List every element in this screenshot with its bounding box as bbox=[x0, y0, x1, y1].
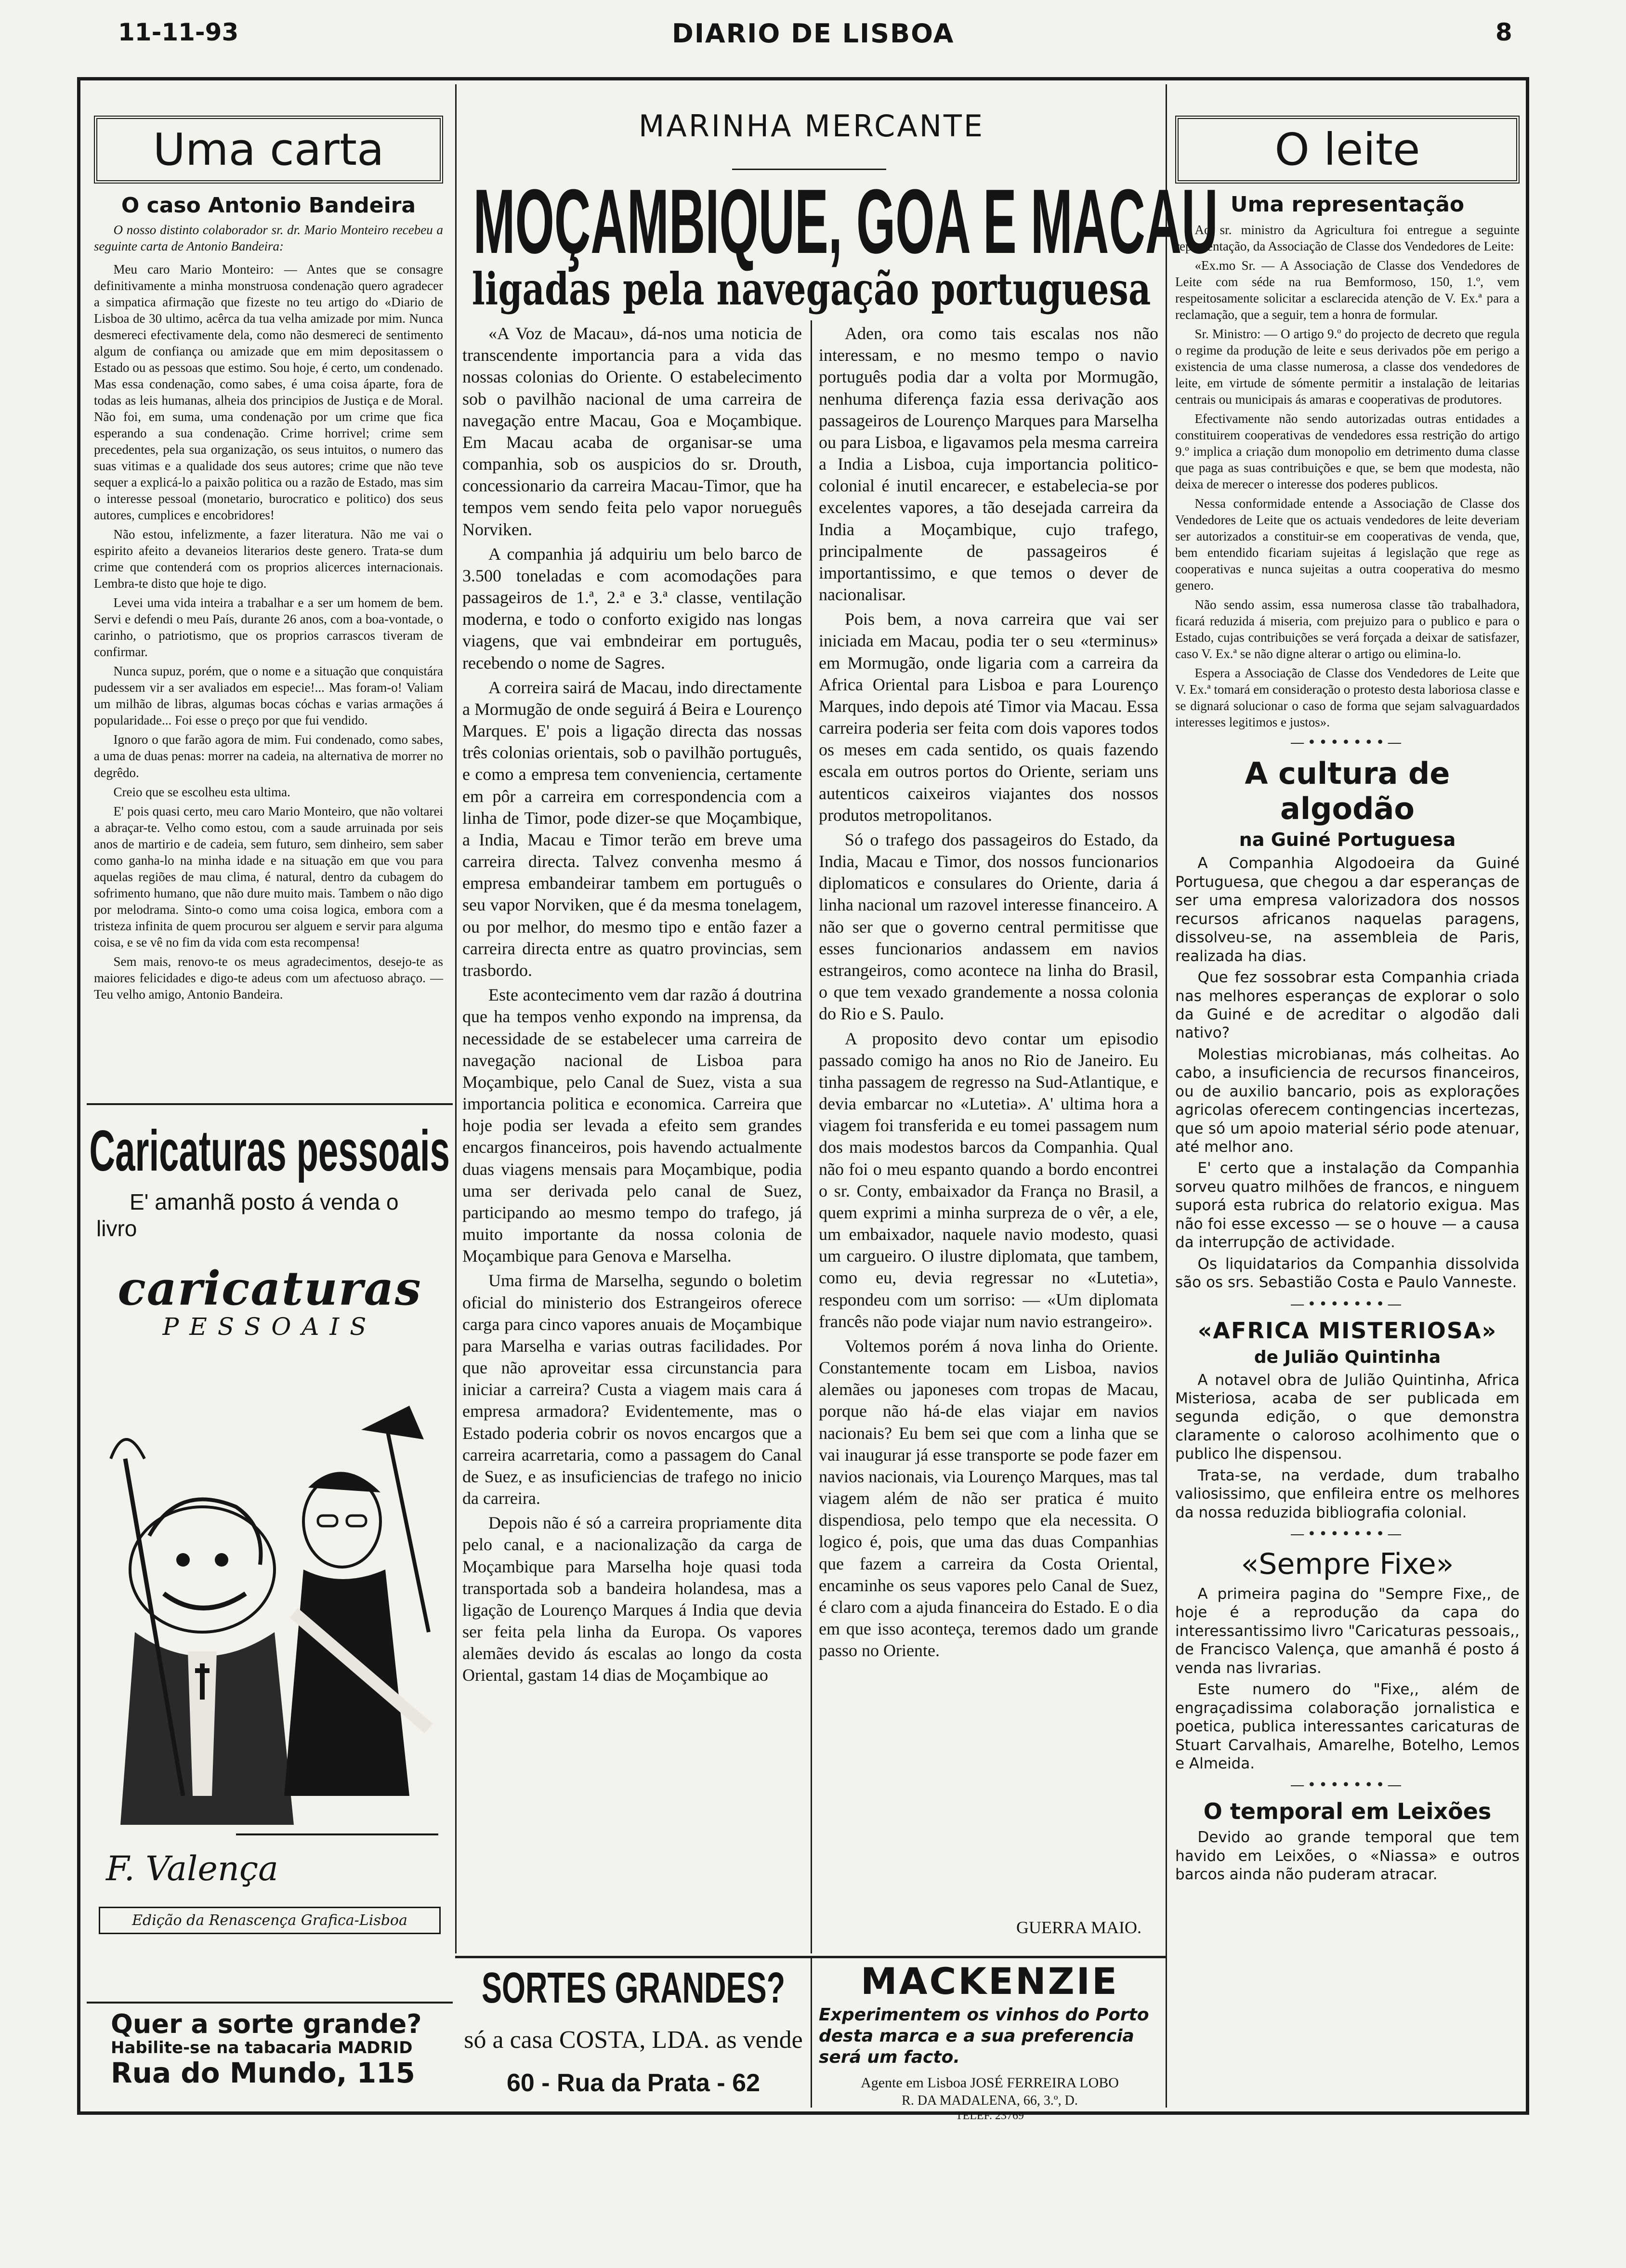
bottom-rule bbox=[77, 2111, 1529, 2115]
column-rule-2 bbox=[811, 320, 812, 1953]
africa-title: «AFRICA MISTERIOSA» bbox=[1197, 1317, 1497, 1344]
algodao-subtitle: na Guiné Portuguesa bbox=[1239, 829, 1456, 851]
left-frame-rule bbox=[77, 77, 80, 2115]
right-frame-rule bbox=[1526, 77, 1529, 2115]
left-separator bbox=[87, 1103, 453, 1105]
fixe-paragraph: Este numero do "Fixe,, além de engraçadissima colaboração jornalistica e poetica, publica interessantes caricaturas de Stuart Carvalhais, Amarelhe, Botelho, Lemos e Almeida. bbox=[1175, 1681, 1520, 1772]
leite-paragraph: Espera a Associação de Classe dos Vendedores de Leite que V. Ex.ª tomará em consideração o protesto desta laboriosa classe e se dignará solucionar o caso de forma que sejam salvaguardados interesses legitimos e justos». bbox=[1175, 666, 1520, 730]
issue-date: 11-11-93 bbox=[118, 18, 239, 46]
kicker-rule bbox=[732, 169, 886, 170]
leite-paragraph: Sr. Ministro: — O artigo 9.º do projecto de decreto que regula o regime da produção de leite e seus derivados põe em perigo a existencia de uma classe numerosa, a classe dos vendedores de leite, em virtude de sómente permitir a instalação de leitarias centrais ou municipais ás amaras e cooperativas de produtores. bbox=[1175, 327, 1520, 407]
o-leite-subheading: Uma representação bbox=[1230, 192, 1465, 217]
leite-paragraph: Efectivamente não sendo autorizadas outras entidades a constituirem cooperativas de vendedores essa restrição do artigo 9.º implica a criação dum monopolio em detrimento duma classe que paga as suas contribuições e que, se bem que modesta, não deixa de merecer o interesse dos poderes publicos. bbox=[1175, 411, 1520, 492]
sortes-title: SORTES GRANDES? bbox=[481, 1964, 786, 2012]
sortes-address: 60 - Rua da Prata - 62 bbox=[507, 2069, 760, 2097]
sortes-grandes-ad bbox=[462, 1965, 804, 2105]
top-rule bbox=[77, 77, 1529, 80]
headline-wrap bbox=[458, 171, 1218, 273]
left-ad-separator bbox=[87, 2002, 453, 2004]
article-paragraph: Voltemos porém á nova linha do Oriente. Constantemente tocam em Lisboa, navios alemães ou japoneses com tropas de Macau, porque não há-de elas viajar em navios nacionais? Eu bem sei que com a linha que se vai inaugurar já esse transporte se pode fazer em navios nacionais, via Lourenço Marques, mas tal viagem além de não ser pratica é muito dispendiosa, pelo tempo que ela necessita. O logico é, pois, que uma das duas Companhias que fazem a carreira da Costa Oriental, encaminhe os seus vapores pelo Canal de Suez, é claro com a ajuda financeira do Estado. E o dia em que isso aconteça, teremos dado um grande passo no Oriente. bbox=[819, 1336, 1158, 1661]
algodao-title: A cultura de algodão bbox=[1245, 756, 1450, 827]
article-paragraph: A proposito devo contar um episodio passado comigo ha anos no Rio de Janeiro. Eu tinha passagem de regresso na Sud-Atlantique, e devia embarcar no «Lutetia». A' ultima hora a viagem foi transferida e eu tomei passagem num dos mais modestos barcos da Companhia. Qual não foi o meu espanto quando a bordo encontrei o sr. Conty, embaixador da França no Brasil, a quem exprimi a minha surpreza de o vêr, a ele, um embaixador, naquele navio modesto, quasi um cargueiro. O ilustre diplomata, que tambem, como eu, devia regressar no «Lutetia», respondeu com um sorriso: — «Um diplomata francês não pode viajar num navio estrangeiro». bbox=[819, 1029, 1158, 1331]
caricaturas-title: Caricaturas pessoais bbox=[89, 1119, 450, 1183]
book-cover bbox=[92, 1261, 448, 1960]
cover-subtitle: PESSOAIS bbox=[162, 1313, 377, 1341]
mackenzie-telephone: TELEF. 23769 bbox=[955, 2109, 1024, 2122]
letter-intro: O nosso distinto colaborador sr. dr. Mario Monteiro recebeu a seguinte carta de Antonio Bandeira: bbox=[94, 223, 443, 254]
algodao-paragraph: Molestias microbianas, más colheitas. Ao cabo, a insuficiencia de recursos financeiros, ou de auxilio bancario, pois as explorações agricolas oferecem contingencias incertezas, que só um apoio material sério pode atenuar, até melhor ano. bbox=[1175, 1045, 1520, 1156]
letter-paragraph: Sem mais, renovo-te os meus agradecimentos, desejo-te as maiores felicidades e digo-te adeus com um afectuoso abraço. — Teu velho amigo, Antonio Bandeira. bbox=[94, 954, 443, 1002]
cover-title: caricaturas bbox=[118, 1261, 422, 1316]
algodao-paragraph: E' certo que a instalação da Companhia sorveu quatro milhões de francos, e ninguem suporá esta rubrica do relatorio exigua. Mas não foi esse excesso — se o houve — a causa da interrupção de actividade. bbox=[1175, 1160, 1520, 1252]
headline: MOÇAMBIQUE, GOA E MACAU bbox=[473, 171, 1218, 273]
article-paragraph: Depois não é só a carreira propriamente dita pelo canal, e a nacionalização da carga de Moçambique para Marselha hoje quasi toda transportada sob a bandeira holandesa, mas a ligação de Lourenço Marques á India que devia ser feita pela linha da Europa. Os vapores alemães devido ás escalas ao longo da costa Oriental, gastam 14 dias de Moçambique ao bbox=[462, 1513, 802, 1685]
algodao-paragraph: A Companhia Algodoeira da Guiné Portuguesa, que chegou a dar esperanças de ser uma empresa valorizadora dos nossos recursos africanos naquelas paragens, dissolveu-se, na assembleia de Paris, realizada ha dias. bbox=[1175, 855, 1520, 965]
article-signature: GUERRA MAIO. bbox=[1016, 1918, 1141, 1937]
sorte-line-2: Habilite-se na tabacaria MADRID bbox=[111, 2038, 413, 2057]
sortes-line: só a casa COSTA, LDA. as vende bbox=[464, 2026, 803, 2054]
africa-paragraph: A notavel obra de Julião Quintinha, Africa Misteriosa, acaba de ser publicada em segunda edição, o que demonstra claramente o caloroso acolhimento que o publico lhe dispensou. bbox=[1175, 1371, 1520, 1463]
sempre-fixe-body bbox=[1175, 1585, 1520, 1773]
mackenzie-title: MACKENZIE bbox=[861, 1960, 1119, 2003]
cover-footer: Edição da Renascença Grafica-Lisboa bbox=[99, 1907, 441, 1934]
left-column bbox=[94, 116, 443, 1098]
ads-divider bbox=[811, 1958, 812, 2108]
mackenzie-ad bbox=[819, 1960, 1161, 2122]
article-paragraph: A correira sairá de Macau, indo directamente a Mormugão de onde seguirá á Beira e Lourenço Marques. E' pois a ligação directa das nossas três colonias orientais, sob o pavilhão português, e como a empresa tem conveniencia, certamente em pôr a carreira em correspondencia com a linha de Timor, pode dizer-se que Moçambique, a India, Macau e Timor terão em breve uma carreira directa. Talvez convenha mesmo á empresa embandeirar tambem em português o seu vapor Norviken, que é da mesma tonelagem, ou por melhor, do mesmo tipo e então fazer a carreira directa entre as quatro provincias, sem trasbordo. bbox=[462, 677, 802, 980]
cover-signature: F. Valença bbox=[106, 1849, 278, 1889]
center-column-2 bbox=[819, 323, 1158, 1912]
africa-body bbox=[1175, 1371, 1520, 1522]
leite-paragraph: «Ex.mo Sr. — A Associação de Classe dos Vendedores de Leite com séde na rua Bemformoso, 150, 1.º, vem respeitosamente solicitar a esclarecida atenção de V. Ex.ª para a reclamação, que a seguir, tem a honra de formular. bbox=[1175, 258, 1520, 322]
uma-carta-heading: Uma carta bbox=[94, 116, 443, 184]
column-rule-1 bbox=[455, 84, 457, 1953]
sorte-line-3: Rua do Mundo, 115 bbox=[111, 2057, 415, 2090]
temporal-title: O temporal em Leixões bbox=[1203, 1798, 1492, 1825]
algodao-body bbox=[1175, 854, 1520, 1292]
masthead: DIARIO DE LISBOA bbox=[672, 18, 955, 49]
sorte-line-1: Quer a sorte grande? bbox=[111, 2009, 422, 2039]
right-column bbox=[1175, 116, 1520, 2110]
leite-paragraph: Ao sr. ministro da Agricultura foi entregue a seguinte representação, da Associação de Classe dos Vendedores de Leite: bbox=[1175, 223, 1520, 254]
mackenzie-text: Experimentem os vinhos do Porto desta marca e a sua preferencia será um facto. bbox=[819, 2005, 1149, 2067]
column-rule-3 bbox=[1166, 84, 1167, 2108]
caricaturas-text: E' amanhã posto á venda o livro bbox=[96, 1189, 399, 1241]
temporal-paragraph: Devido ao grande temporal que tem havido em Leixões, o «Niassa» e outros barcos ainda não puderam atracar. bbox=[1175, 1829, 1520, 1884]
article-paragraph: Aden, ora como tais escalas nos não interessam, e no mesmo tempo o navio português podia dar a volta por Mormugão, nenhuma diferença fazia essa derivação aos passageiros de Lourenço Marques para Marselha ou para Lisboa, e ligavamos pela mesma carreira a India a Lisboa, cuja importancia politico-colonial é inutil encarecer, e estabelecia-se por excelentes vapores, a tão desejada carreira da India a Moçambique, cujo trafego, principalmente de passageiros é importantissimo, e que temos o dever de nacionalisar. bbox=[819, 324, 1158, 605]
algodao-paragraph: Que fez sossobrar esta Companhia criada nas melhores esperanças de explorar o solo da Guiné e de acreditar o algodão dali nativo? bbox=[1175, 969, 1520, 1042]
kicker: MARINHA MERCANTE bbox=[638, 108, 985, 144]
ornament-divider: —•••••••— bbox=[1290, 1295, 1405, 1313]
article-paragraph: A companhia já adquiriu um belo barco de 3.500 toneladas e com acomodações para passageiros de 1.ª, 2.ª e 3.ª classe, ventilação moderna, e todo o conforto exigido nas longas viagens, que vai embndeirar em português, recebendo o nome de Sagres. bbox=[462, 544, 802, 672]
fixe-paragraph: A primeira pagina do "Sempre Fixe,, de hoje é a reprodução da capa do interessantissimo livro "Caricaturas pessoais,, de Francisco Valença, que amanhã é posto á venda nas livrarias. bbox=[1175, 1585, 1520, 1677]
ornament-divider: —•••••••— bbox=[1290, 734, 1405, 752]
o-leite-heading: O leite bbox=[1175, 116, 1520, 184]
article-paragraph: Pois bem, a nova carreira que vai ser iniciada em Macau, podia ter o seu «terminus» em Mormugão, onde ligaria com a carreira da Africa Oriental para Lisboa e para Lourenço Marques, indo depois até Timor via Macau. Essa carreira poderia ser feita com dois vapores todos os meses em cada sentido, os quais fazendo escala em outros portos do Oriente, seriam uns autenticos caixeiros viajantes dos nossos produtos metropolitanos. bbox=[819, 609, 1158, 825]
letter-paragraph: E' pois quasi certo, meu caro Mario Monteiro, que não voltarei a abraçar-te. Velho como estou, com a saude arruinada por seis anos de martirio e de cadeia, sem futuro, sem dinheiro, sem saber como ganha-lo na minha idade e na situação em que vou para aquelas regiões de mau clima, é natural, dentro da cubagem do sofrimento humano, que não dure muito mais. Tambem o não digo por melodrama. Sinto-o como uma coisa logica, embora com a tristeza infinita de quem procurou ser alguem e servir para alguma coisa, e se vê no fim da vida com esta recompensa! bbox=[94, 804, 443, 949]
letter-paragraph: Levei uma vida inteira a trabalhar e a ser um homem de bem. Servi e defendi o meu País, durante 26 anos, com a boa-vontade, o carinho, o patriotismo, que os proprios carrascos tiveram de confirmar. bbox=[94, 595, 443, 659]
o-leite-body bbox=[1175, 222, 1520, 730]
subheadline: ligadas pela navegação portuguesa bbox=[472, 263, 1151, 315]
algodao-paragraph: Os liquidatarios da Companhia dissolvida são os srs. Sebastião Costa e Paulo Vanneste. bbox=[1175, 1255, 1520, 1292]
leite-paragraph: Não sendo assim, essa numerosa classe tão trabalhadora, ficará reduzida á miseria, com prejuizo para o publico e para o Estado, cujas contribuições se verá forçada a deixar de satisfazer, caso V. Ex.ª se não digne alterar o artigo ou elimina-lo. bbox=[1175, 597, 1520, 661]
letter-paragraph: Meu caro Mario Monteiro: — Antes que se consagre definitivamente a minha monstruosa condenação quero agradecer a simpatica afirmação que fizeste no teu artigo do «Diario de Lisboa de 30 ultimo, acêrca da tua velha amizade por mim. Nunca desmereci efectivamente dela, como não desmereci de sentimento algum de confiança ou amizade que em mim depositassem o Estado ou as pessoas que estimo. Sou hoje, é certo, um condenado. Mas essa condenação, como sabes, é uma coisa áparte, fora de todas as leis humanas, alheia dos principios de Justiça e de Moral. Não foi, em suma, uma condenação por um crime que fica esperando a sua condenação. Crime horrivel; crime sem precedentes, pela sua organização, os seus intuitos, o numero das suas vitimas e a qualidade dos seus autores; crime que não teve sequer a explicá-lo a paixão politica ou a razão de Estado, mas sim o interesse pessoal (monetario, burocratico e politico) dos seus autores, cumplices e encobridores! bbox=[94, 262, 443, 523]
mackenzie-address: R. DA MADALENA, 66, 3.º, D. bbox=[902, 2093, 1078, 2108]
letter-paragraph: Creio que se escolheu esta ultima. bbox=[113, 784, 290, 799]
center-column-1 bbox=[462, 323, 802, 1951]
caricature-illustration bbox=[92, 1362, 443, 1883]
leite-paragraph: Nessa conformidade entende a Associação de Classe dos Vendedores de Leite que os actuais vendedores de leite deveriam ser autorizados a constituir-se em cooperativas de venda, que, bem entendido ficariam sujeitas á legislação que rege as cooperativas e nunca sujeitas a outra cooperativa do mesmo genero. bbox=[1175, 496, 1520, 593]
caricaturas-ad bbox=[89, 1118, 450, 1975]
article-paragraph: Este acontecimento vem dar razão á doutrina que ha tempos venho expondo na imprensa, da necessidade de se estabelecer uma carreira de navegação nacional de Lisboa para Moçambique, pelo Canal de Suez, vista a sua importancia politica e economica. Carreira que hoje podia ser levada a efeito sem grandes encargos financeiros, pois havendo actualmente duas viagens mensais para Moçambique, podia uma ser derivada pelo canal de Suez, participando ao mesmo tempo do trafego, já muito importante da nossa colonia de Moçambique para Genova e Marselha. bbox=[462, 985, 802, 1266]
article-paragraph: «A Voz de Macau», dá-nos uma noticia de transcendente importancia para a vida das nossas colonias do Oriente. O estabelecimento sob o pavilhão nacional de uma carreira de navegação entre Macau, Goa e Moçambique. Em Macau acaba de organisar-se uma companhia, sob os auspicios do sr. Drouth, concessionario da carreira Macau-Timor, que ha tempos vem sendo feita pelo vapor norueguês Norviken. bbox=[462, 324, 802, 539]
letter-paragraph: Ignoro o que farão agora de mim. Fui condenado, como sabes, a uma de duas penas: morrer na cadeia, na alternativa de morrer no degrêdo. bbox=[94, 732, 443, 780]
temporal-body bbox=[1175, 1828, 1520, 1884]
letter-title: O caso Antonio Bandeira bbox=[121, 193, 416, 218]
africa-paragraph: Trata-se, na verdade, dum trabalho valiosissimo, que enfileira entre os melhores da nossa reduzida bibliografia colonial. bbox=[1175, 1466, 1520, 1521]
mackenzie-agent: Agente em Lisboa JOSÉ FERREIRA LOBO bbox=[861, 2074, 1119, 2091]
sempre-fixe-title: «Sempre Fixe» bbox=[1241, 1547, 1454, 1582]
letter-paragraph: Nunca supuz, porém, que o nome e a situação que conquistára pudessem vir a ser avaliados em especie!... Mas foram-o! Valiam um milhão de libras, algumas bocas cóchas e varias armações á popularidade... Foi esse o preço por que fui vendido. bbox=[94, 664, 443, 728]
ornament-divider: —•••••••— bbox=[1290, 1526, 1405, 1543]
subheadline-wrap bbox=[458, 263, 1166, 316]
africa-subtitle: de Julião Quintinha bbox=[1254, 1347, 1441, 1367]
sorte-grande-ad bbox=[111, 2011, 448, 2108]
letter-paragraph: Não estou, infelizmente, a fazer literatura. Não me vai o espirito afeito a devaneios literarios deste genero. Trata-se dum crime que contenderá com os proprios alicerces internacionais. Lembra-te disto que hoje te digo. bbox=[94, 527, 443, 591]
page-number: 8 bbox=[1495, 18, 1512, 46]
ornament-divider: —•••••••— bbox=[1290, 1777, 1405, 1794]
letter-body bbox=[94, 261, 443, 1002]
article-paragraph: Só o trafego dos passageiros do Estado, da India, Macau e Timor, dos nossos funcionarios diplomaticos e consulares do Oriente, daria á linha nacional um razovel interesse financeiro. A não ser que o governo central permitisse que esses funcionarios andassem em navios estrangeiros, como acontece na linha do Brasil, o que tem vexado grandemente a nossa colonia do Rio e S. Paulo. bbox=[819, 830, 1158, 1024]
article-paragraph: Uma firma de Marselha, segundo o boletim oficial do ministerio dos Estrangeiros oferece carga para cinco vapores anuais de Moçambique para Marselha e varias outras facilidades. Por que não aproveitar essa circunstancia para iniciar a carreira? Custa a viagem mais cara á empresa armadora? Evidentemente, mas o Estado poderia cobrir os novos encargos que a carreira acarretaria, como a passagem do Canal de Suez, e as insuficiencias de trafego no inicio da carreira. bbox=[462, 1271, 802, 1508]
